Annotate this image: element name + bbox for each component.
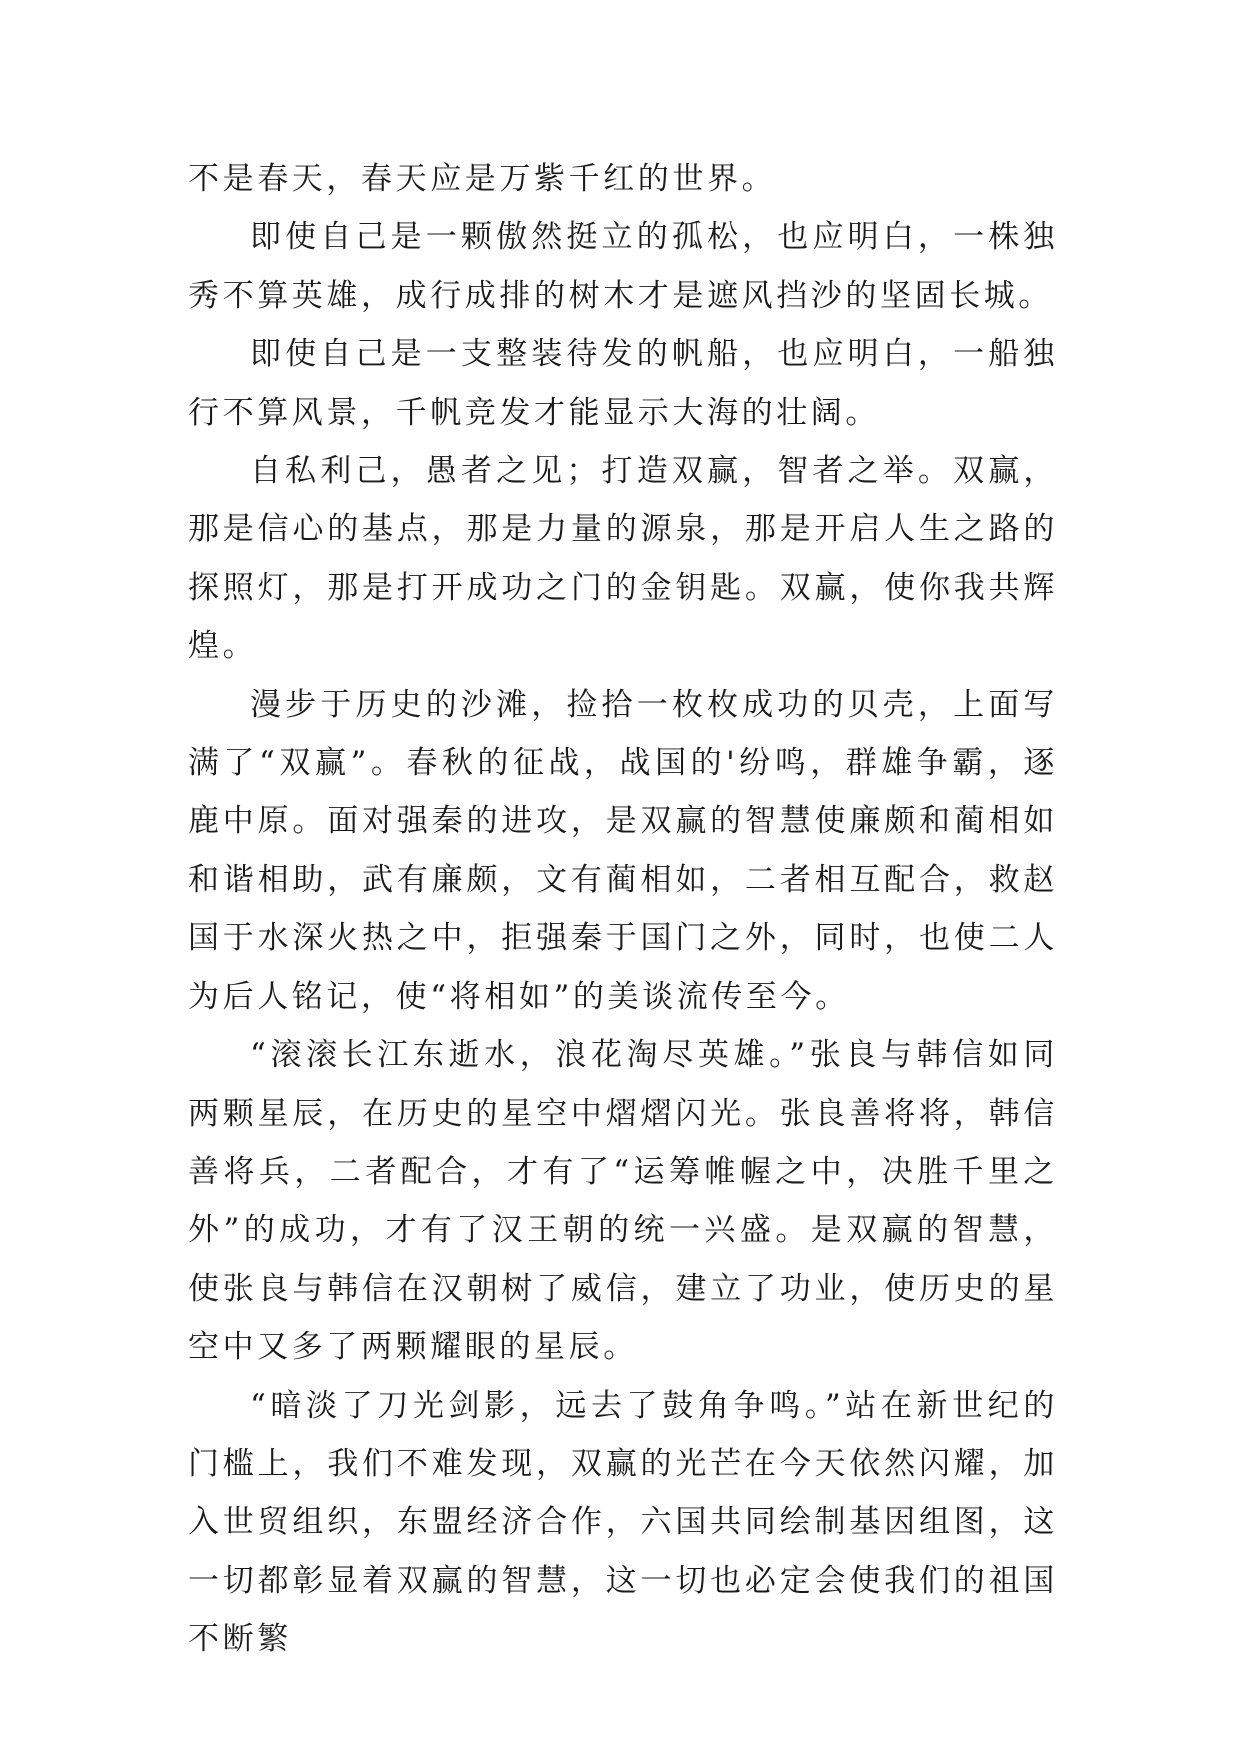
- paragraph-1: 不是春天，春天应是万紫千红的世界。: [188, 161, 777, 197]
- paragraph-2: 即使自己是一颗傲然挺立的孤松，也应明白，一株独秀不算英雄，成行成排的树木才是遮风挡沙的坚固长城。: [188, 219, 1058, 314]
- paragraph-4: 自私利己，愚者之见；打造双赢，智者之举。双赢，那是信心的基点，那是力量的源泉，那是开启人生之路的探照灯，那是打开成功之门的金钥匙。双赢，使你我共辉煌。: [188, 453, 1058, 665]
- paragraph-3: 即使自己是一支整装待发的帆船，也应明白，一船独行不算风景，千帆竞发才能显示大海的壮阔。: [188, 336, 1058, 431]
- paragraph-6: “滚滚长江东逝水，浪花淘尽英雄。”张良与韩信如同两颗星辰，在历史的星空中熠熠闪光。张良善将将，韩信善将兵，二者配合，才有了“运筹帷幄之中，决胜千里之外”的成功，才有了汉王朝的统一兴盛。是双赢的智慧，使张良与韩信在汉朝树了威信，建立了功业，使历史的星空中又多了两颗耀眼的星辰。: [188, 1037, 1058, 1366]
- document-page: [188, 150, 1058, 1669]
- paragraph-5: 漫步于历史的沙滩，捡拾一枚枚成功的贝壳，上面写满了“双赢”。春秋的征战，战国的'纷鸣，群雄争霸，逐鹿中原。面对强秦的进攻，是双赢的智慧使廉颇和蔺相如和谐相助，武有廉颇，文有蔺相如，二者相互配合，救赵国于水深火热之中，拒强秦于国门之外，同时，也使二人为后人铭记，使“将相如”的美谈流传至今。: [188, 686, 1058, 1015]
- paragraph-7: “暗淡了刀光剑影，远去了鼓角争鸣。”站在新世纪的门槛上，我们不难发现，双赢的光芒在今天依然闪耀，加入世贸组织，东盟经济合作，六国共同绘制基因组图，这一切都彰显着双赢的智慧，这一切也必定会使我们的祖国不断繁: [188, 1387, 1058, 1658]
